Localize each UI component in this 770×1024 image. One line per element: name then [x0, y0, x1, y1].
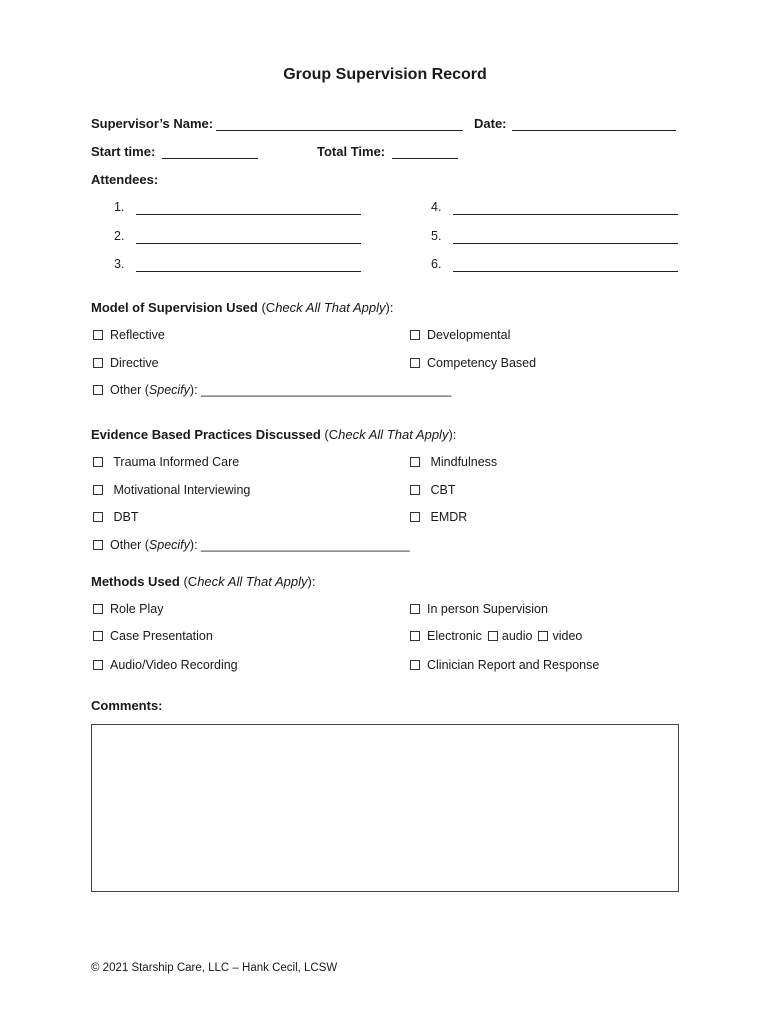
checkbox[interactable] [410, 457, 420, 467]
option-trauma-informed-care[interactable]: Trauma Informed Care [93, 455, 239, 469]
date-label: Date: [474, 116, 507, 131]
attendee-field-5[interactable] [453, 243, 678, 244]
attendee-number: 4. [431, 200, 442, 214]
checkbox[interactable] [93, 485, 103, 495]
option-role-play[interactable]: Role Play [93, 602, 164, 616]
attendee-number: 2. [114, 229, 125, 243]
ebp-section-title: Evidence Based Practices Discussed (Check All That Apply): [91, 427, 457, 442]
comments-label: Comments: [91, 698, 163, 713]
attendee-number: 5. [431, 229, 442, 243]
option-ebp-other[interactable]: Other (Specify): ______________________________ [93, 538, 410, 552]
checkbox[interactable] [410, 604, 420, 614]
option-competency-based[interactable]: Competency Based [410, 356, 536, 370]
supervisor-name-label: Supervisor’s Name: [91, 116, 214, 131]
option-cbt[interactable]: CBT [410, 483, 455, 497]
form-title: Group Supervision Record [283, 66, 487, 83]
checkbox-video[interactable] [538, 631, 548, 641]
option-mindfulness[interactable]: Mindfulness [410, 455, 497, 469]
total-time-label: Total Time: [317, 144, 386, 159]
supervisor-name-field[interactable] [216, 130, 463, 131]
checkbox[interactable] [410, 631, 420, 641]
checkbox[interactable] [93, 660, 103, 670]
attendees-label: Attendees: [91, 172, 159, 187]
option-model-other[interactable]: Other (Specify): ____________________________________ [93, 383, 451, 397]
methods-section-title: Methods Used (Check All That Apply): [91, 574, 316, 589]
option-electronic[interactable]: Electronic audio video [410, 629, 582, 643]
attendee-number: 6. [431, 257, 442, 271]
option-case-presentation[interactable]: Case Presentation [93, 629, 213, 643]
model-section-title: Model of Supervision Used (Check All That Apply): [91, 300, 394, 315]
attendee-field-6[interactable] [453, 271, 678, 272]
checkbox[interactable] [93, 457, 103, 467]
checkbox[interactable] [93, 604, 103, 614]
attendee-field-1[interactable] [136, 214, 361, 215]
checkbox[interactable] [410, 512, 420, 522]
checkbox[interactable] [93, 358, 103, 368]
checkbox[interactable] [410, 330, 420, 340]
checkbox[interactable] [93, 631, 103, 641]
start-time-label: Start time: [91, 144, 156, 159]
checkbox[interactable] [410, 485, 420, 495]
total-time-field[interactable] [392, 158, 458, 159]
attendee-field-3[interactable] [136, 271, 361, 272]
checkbox[interactable] [93, 540, 103, 550]
start-time-field[interactable] [162, 158, 258, 159]
option-motivational-interviewing[interactable]: Motivational Interviewing [93, 483, 250, 497]
comments-textarea[interactable] [91, 724, 679, 892]
checkbox[interactable] [410, 660, 420, 670]
option-reflective[interactable]: Reflective [93, 328, 165, 342]
checkbox[interactable] [93, 330, 103, 340]
option-audio-video-recording[interactable]: Audio/Video Recording [93, 658, 238, 672]
attendee-number: 1. [114, 200, 125, 214]
option-emdr[interactable]: EMDR [410, 510, 467, 524]
option-directive[interactable]: Directive [93, 356, 159, 370]
attendee-field-2[interactable] [136, 243, 361, 244]
option-developmental[interactable]: Developmental [410, 328, 510, 342]
option-dbt[interactable]: DBT [93, 510, 138, 524]
checkbox[interactable] [93, 385, 103, 395]
checkbox-audio[interactable] [488, 631, 498, 641]
attendee-field-4[interactable] [453, 214, 678, 215]
checkbox[interactable] [410, 358, 420, 368]
option-in-person-supervision[interactable]: In person Supervision [410, 602, 548, 616]
option-clinician-report[interactable]: Clinician Report and Response [410, 658, 599, 672]
attendee-number: 3. [114, 257, 125, 271]
checkbox[interactable] [93, 512, 103, 522]
date-field[interactable] [512, 130, 676, 131]
footer-copyright: © 2021 Starship Care, LLC – Hank Cecil, LCSW [91, 962, 338, 974]
